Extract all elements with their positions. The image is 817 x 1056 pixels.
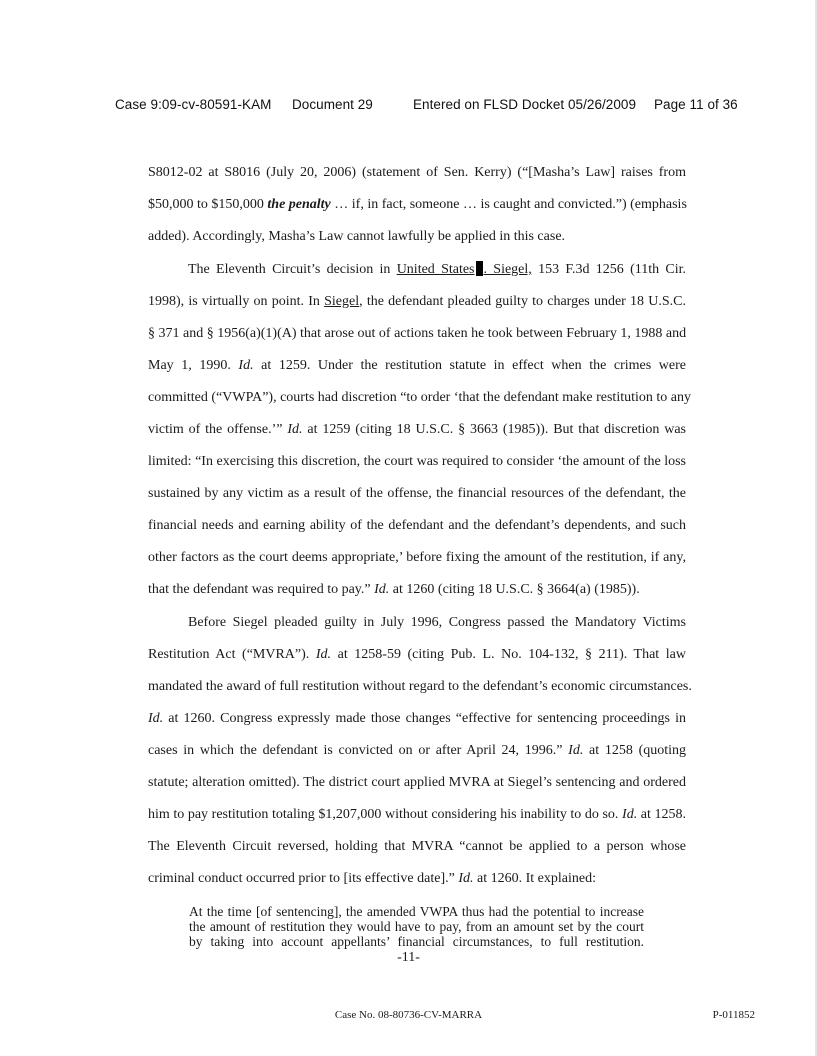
footer-case-number: Case No. 08-80736-CV-MARRA [334, 1009, 483, 1021]
citation-id: Id. [458, 871, 474, 886]
quote-line: by taking into account appellants’ financial circumstances, to full restitution. [189, 934, 644, 949]
emphasis-text: the penalty [267, 197, 331, 212]
text-line [148, 742, 686, 759]
text-line [148, 806, 686, 823]
text-line: § 371 and § 1956(a)(1)(A) that arose out of actions taken he took between February 1, 1988 and [148, 326, 687, 341]
text-segment: cases in which the defendant is convicted on or after April 24, 1996.” [148, 743, 569, 758]
text-segment: at 1260. Congress expressly made those changes “effective for sentencing proceedings in [163, 711, 686, 726]
text-line: limited: “In exercising this discretion, the court was required to consider ‘the amount of the loss [148, 454, 686, 469]
text-segment: at 1259 (citing 18 U.S.C. § 3663 (1985)). But that discretion was [302, 422, 686, 437]
text-segment: May 1, 1990. [148, 358, 239, 373]
text-segment: him to pay restitution totaling $1,207,000 without considering his inability to do so. [148, 807, 623, 822]
quote-line: At the time [of sentencing], the amended VWPA thus had the potential to increase [189, 904, 644, 919]
text-line: added). Accordingly, Masha’s Law cannot lawfully be applied in this case. [148, 229, 566, 244]
text-line: other factors as the court deems appropriate,’ before fixing the amount of the restitution, if any, [148, 550, 686, 565]
text-segment: 1998), is virtually on point. In [148, 294, 325, 309]
case-name-part: United States [396, 262, 475, 277]
text-segment: at 1259. Under the restitution statute in effect when the crimes were [253, 358, 686, 373]
text-line [148, 421, 686, 438]
text-line [148, 646, 686, 663]
text-segment: that the defendant was required to pay.” [148, 582, 375, 597]
text-segment: , the defendant pleaded guilty to charges under 18 U.S.C. [359, 294, 686, 309]
citation-id: Id. [568, 743, 584, 758]
text-line: Before Siegel pleaded guilty in July 1996, Congress passed the Mandatory Victims [188, 615, 686, 630]
header-entered-date: Entered on FLSD Docket 05/26/2009 [413, 97, 637, 112]
quote-line: the amount of restitution they would have to pay, from an amount set by the court [189, 919, 644, 934]
text-segment: … if, in fact, someone … is caught and convicted.”) (emphasis [330, 197, 687, 212]
header-page-count: Page 11 of 36 [654, 97, 738, 112]
header-document-number: Document 29 [292, 97, 373, 112]
citation-id: Id. [315, 647, 332, 662]
case-name-underlined: Siegel [324, 294, 360, 309]
case-name-underlined [397, 262, 532, 277]
text-line [148, 196, 686, 213]
text-line [148, 357, 686, 374]
text-segment: criminal conduct occurred prior to [its effective date].” [148, 871, 459, 886]
citation-id: Id. [374, 582, 390, 597]
text-segment: at 1258. [637, 807, 686, 822]
text-line [148, 581, 686, 598]
text-segment: at 1260. It explained: [473, 871, 596, 886]
header-case-number: Case 9:09-cv-80591-KAM [115, 97, 272, 112]
text-line: sustained by any victim as a result of the offense, the financial resources of the defendant, the [148, 486, 686, 501]
text-segment: at 1258-59 (citing Pub. L. No. 104-132, § 211). That law [331, 647, 686, 662]
text-line: The Eleventh Circuit reversed, holding that MVRA “cannot be applied to a person whose [148, 839, 686, 854]
text-line [148, 293, 686, 310]
page-number: -11- [397, 950, 420, 965]
text-line: mandated the award of full restitution without regard to the defendant’s economic circumstances. [148, 679, 692, 694]
bates-number: P-011852 [712, 1009, 755, 1021]
citation-id: Id. [287, 422, 303, 437]
text-segment: The Eleventh Circuit’s decision in [188, 262, 397, 277]
text-segment: at 1258 (quoting [583, 743, 687, 758]
citation-id: Id. [148, 711, 164, 726]
text-line: financial needs and earning ability of the defendant and the defendant’s dependents, and such [148, 518, 686, 533]
text-line [188, 261, 686, 278]
text-segment: 153 F.3d 1256 (11th Cir. [531, 262, 686, 277]
text-segment: Restitution Act (“MVRA”). [148, 647, 316, 662]
text-line [148, 870, 686, 887]
text-segment: $50,000 to $150,000 [148, 197, 268, 212]
text-line: committed (“VWPA”), courts had discretion “to order ‘that the defendant make restitution to any [148, 390, 691, 405]
text-line: statute; alteration omitted). The district court applied MVRA at Siegel’s sentencing and ordered [148, 775, 686, 790]
text-line: S8012-02 at S8016 (July 20, 2006) (statement of Sen. Kerry) (“[Masha’s Law] raises from [148, 165, 686, 180]
text-segment: at 1260 (citing 18 U.S.C. § 3664(a) (1985)). [389, 582, 640, 597]
citation-id: Id. [622, 807, 638, 822]
case-name-part: . Siegel, [483, 262, 532, 277]
text-segment: victim of the offense.’” [148, 422, 288, 437]
citation-id: Id. [238, 358, 254, 373]
text-line [148, 710, 686, 727]
redaction-mark [476, 261, 483, 276]
docket-header [115, 97, 738, 112]
